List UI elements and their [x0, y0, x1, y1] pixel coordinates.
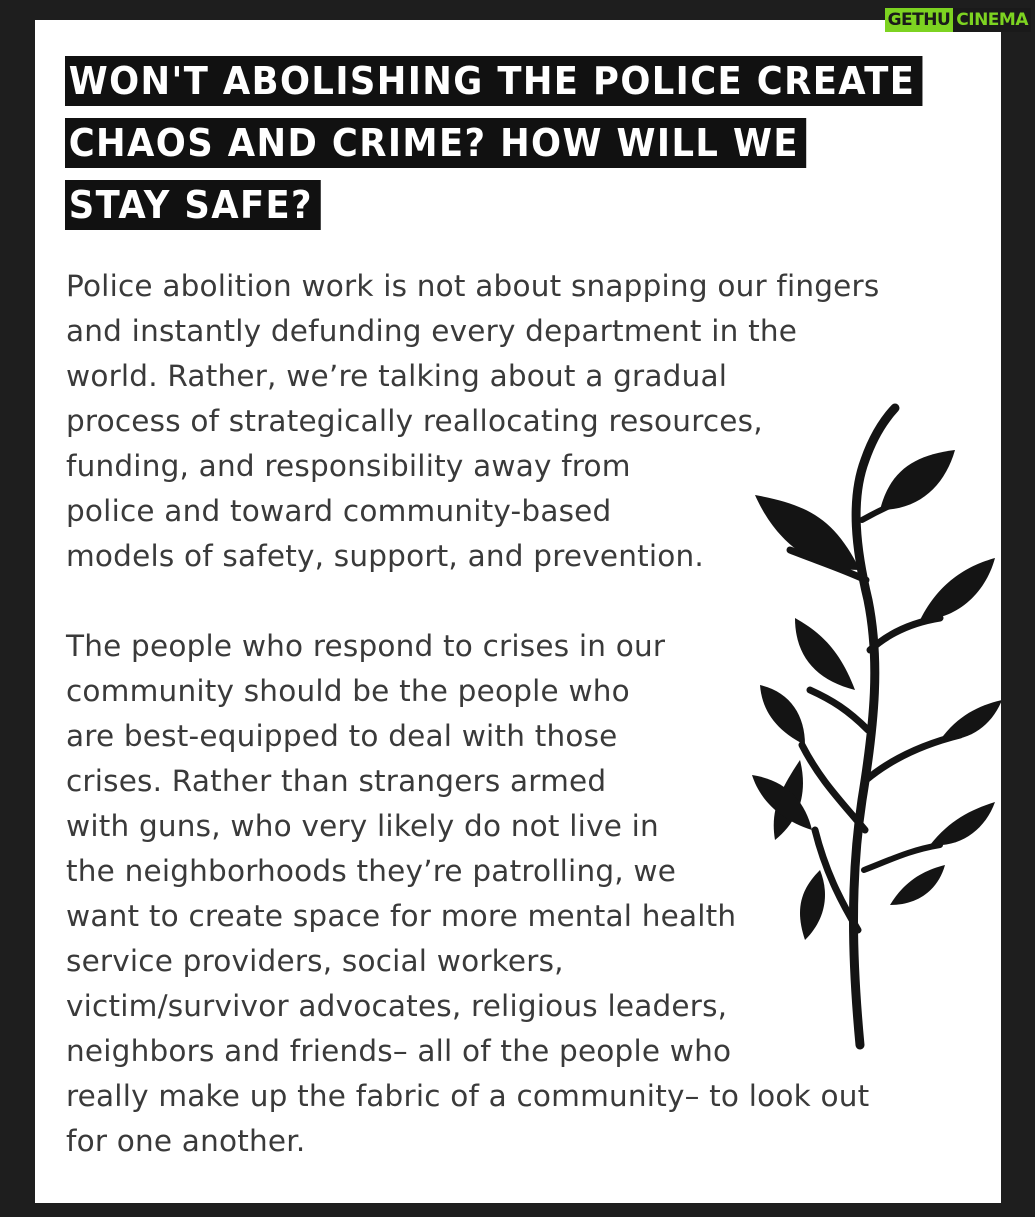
text-line: are best-equipped to deal with those [66, 719, 618, 753]
text-line: really make up the fabric of a community– to look out [66, 1079, 870, 1113]
watermark-part2: CINEMA [953, 8, 1031, 32]
headline-line-2: CHAOS AND CRIME? HOW WILL WE [65, 118, 806, 168]
text-line: police and toward community-based [66, 494, 612, 528]
text-line: with guns, who very likely do not live in [66, 809, 659, 843]
text-line: for one another. [66, 1124, 306, 1158]
watermark-part1: GETHU [885, 8, 954, 32]
text-line: funding, and responsibility away from [66, 449, 631, 483]
headline-line-3: STAY SAFE? [65, 180, 320, 230]
text-line: community should be the people who [66, 674, 630, 708]
text-line: process of strategically reallocating resources, [66, 404, 763, 438]
text-line: models of safety, support, and prevention. [66, 539, 705, 573]
leafy-branch-icon [740, 400, 1001, 1050]
headline [65, 56, 985, 242]
text-line: and instantly defunding every department in the [66, 314, 798, 348]
text-line: service providers, social workers, [66, 944, 564, 978]
text-line: crises. Rather than strangers armed [66, 764, 607, 798]
text-line: The people who respond to crises in our [66, 629, 666, 663]
text-line: neighbors and friends– all of the people who [66, 1034, 732, 1068]
text-line: victim/survivor advocates, religious leaders, [66, 989, 728, 1023]
text-line: world. Rather, we’re talking about a gradual [66, 359, 728, 393]
text-line: the neighborhoods they’re patrolling, we [66, 854, 677, 888]
text-line: want to create space for more mental health [66, 899, 737, 933]
watermark-logo [885, 8, 1031, 32]
text-line: Police abolition work is not about snapping our fingers [66, 269, 880, 303]
document-page [35, 20, 1001, 1203]
headline-line-1: WON'T ABOLISHING THE POLICE CREATE [65, 56, 923, 106]
